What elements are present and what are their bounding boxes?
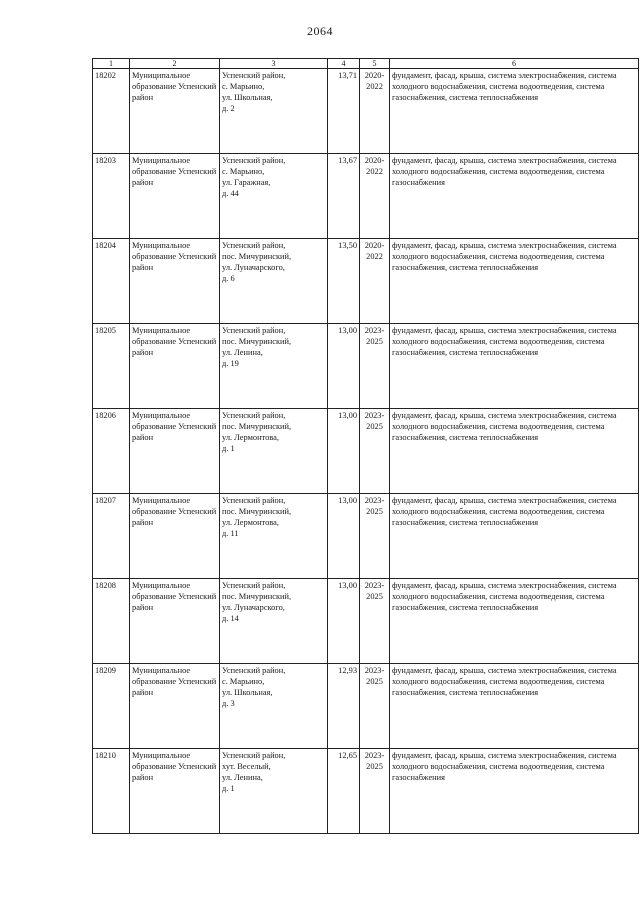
address-line: ул. Школьная, [222, 93, 273, 102]
column-header: 6 [390, 59, 639, 69]
table-row [93, 154, 639, 239]
area-cell: 13,00 [328, 494, 360, 579]
page-number: 2064 [307, 24, 333, 38]
works-text: фундамент, фасад, крыша, система электроснабжения, система холодного водоснабжения, система водоотведения, система газоснабжения, система теплоснабжения [392, 326, 617, 357]
address-line: пос. Мичуринский, [222, 422, 292, 431]
address-cell [220, 409, 328, 494]
owner-cell: Муниципальное образование Успенский район [130, 324, 220, 409]
works-text: фундамент, фасад, крыша, система электроснабжения, система холодного водоснабжения, система водоотведения, система газоснабжения, система теплоснабжения [392, 581, 617, 612]
owner-cell: Муниципальное образование Успенский район [130, 239, 220, 324]
owner-cell: Муниципальное образование Успенский район [130, 494, 220, 579]
area-cell: 12,93 [328, 664, 360, 749]
period-cell: 2023-2025 [360, 664, 390, 749]
address-cell [220, 749, 328, 834]
address-line: ул. Луначарского, [222, 603, 285, 612]
address-line: д. 11 [222, 529, 239, 538]
address-line: Успенский район, [222, 326, 286, 335]
period-cell: 2023-2025 [360, 579, 390, 664]
row-number: 18202 [93, 69, 130, 154]
address-line: пос. Мичуринский, [222, 507, 292, 516]
period-cell: 2020-2022 [360, 69, 390, 154]
address-line: Успенский район, [222, 751, 286, 760]
address-line: пос. Мичуринский, [222, 337, 292, 346]
address-line: ул. Луначарского, [222, 263, 285, 272]
address-line: с. Марьино, [222, 167, 265, 176]
registry-table [92, 58, 639, 834]
column-header: 5 [360, 59, 390, 69]
works-cell [390, 239, 639, 324]
address-line: пос. Мичуринский, [222, 252, 292, 261]
table-row [93, 409, 639, 494]
address-line: д. 19 [222, 359, 239, 368]
row-number: 18208 [93, 579, 130, 664]
works-cell [390, 749, 639, 834]
address-line: ул. Школьная, [222, 688, 273, 697]
address-line: хут. Веселый, [222, 762, 271, 771]
address-cell [220, 154, 328, 239]
address-line: с. Марьино, [222, 677, 265, 686]
works-cell [390, 664, 639, 749]
address-line: д. 14 [222, 614, 239, 623]
address-line: Успенский район, [222, 241, 286, 250]
address-line: ул. Ленина, [222, 348, 263, 357]
address-line: д. 44 [222, 189, 239, 198]
column-header: 4 [328, 59, 360, 69]
address-line: ул. Лермонтова, [222, 433, 279, 442]
area-cell: 13,00 [328, 579, 360, 664]
address-cell [220, 69, 328, 154]
owner-cell: Муниципальное образование Успенский район [130, 749, 220, 834]
table-row [93, 494, 639, 579]
owner-cell: Муниципальное образование Успенский район [130, 664, 220, 749]
row-number: 18207 [93, 494, 130, 579]
row-number: 18210 [93, 749, 130, 834]
header-row [93, 59, 639, 69]
address-line: Успенский район, [222, 581, 286, 590]
address-line: д. 3 [222, 699, 235, 708]
column-header: 3 [220, 59, 328, 69]
works-text: фундамент, фасад, крыша, система электроснабжения, система холодного водоснабжения, система водоотведения, система газоснабжения, система теплоснабжения [392, 71, 617, 102]
owner-cell: Муниципальное образование Успенский район [130, 579, 220, 664]
row-number: 18206 [93, 409, 130, 494]
address-line: пос. Мичуринский, [222, 592, 292, 601]
address-line: ул. Лермонтова, [222, 518, 279, 527]
period-cell: 2020-2022 [360, 154, 390, 239]
address-line: Успенский район, [222, 71, 286, 80]
works-text: фундамент, фасад, крыша, система электроснабжения, система холодного водоснабжения, система водоотведения, система газоснабжения [392, 751, 617, 782]
works-text: фундамент, фасад, крыша, система электроснабжения, система холодного водоснабжения, система водоотведения, система газоснабжения, система теплоснабжения [392, 241, 617, 272]
row-number: 18203 [93, 154, 130, 239]
period-cell: 2023-2025 [360, 494, 390, 579]
address-line: д. 1 [222, 444, 235, 453]
owner-cell: Муниципальное образование Успенский район [130, 409, 220, 494]
works-text: фундамент, фасад, крыша, система электроснабжения, система холодного водоснабжения, система водоотведения, система газоснабжения, система теплоснабжения [392, 411, 617, 442]
address-line: д. 2 [222, 104, 235, 113]
column-header: 1 [93, 59, 130, 69]
table-row [93, 239, 639, 324]
address-line: д. 6 [222, 274, 235, 283]
address-cell [220, 239, 328, 324]
table-row [93, 324, 639, 409]
address-line: ул. Гаражная, [222, 178, 271, 187]
owner-cell: Муниципальное образование Успенский район [130, 154, 220, 239]
period-cell: 2023-2025 [360, 409, 390, 494]
address-line: с. Марьино, [222, 82, 265, 91]
table-row [93, 579, 639, 664]
owner-cell: Муниципальное образование Успенский район [130, 69, 220, 154]
table-row [93, 749, 639, 834]
works-cell [390, 69, 639, 154]
address-line: Успенский район, [222, 411, 286, 420]
area-cell: 13,00 [328, 324, 360, 409]
address-line: ул. Ленина, [222, 773, 263, 782]
area-cell: 13,67 [328, 154, 360, 239]
works-cell [390, 579, 639, 664]
address-cell [220, 579, 328, 664]
address-line: Успенский район, [222, 156, 286, 165]
table-row [93, 69, 639, 154]
address-line: д. 1 [222, 784, 235, 793]
address-line: Успенский район, [222, 666, 286, 675]
period-cell: 2023-2025 [360, 324, 390, 409]
area-cell: 13,00 [328, 409, 360, 494]
period-cell: 2020-2022 [360, 239, 390, 324]
works-text: фундамент, фасад, крыша, система электроснабжения, система холодного водоснабжения, система водоотведения, система газоснабжения, система теплоснабжения [392, 496, 617, 527]
works-cell [390, 409, 639, 494]
area-cell: 13,50 [328, 239, 360, 324]
row-number: 18204 [93, 239, 130, 324]
works-cell [390, 324, 639, 409]
row-number: 18209 [93, 664, 130, 749]
works-text: фундамент, фасад, крыша, система электроснабжения, система холодного водоснабжения, система водоотведения, система газоснабжения [392, 156, 617, 187]
address-line: Успенский район, [222, 496, 286, 505]
works-cell [390, 154, 639, 239]
address-cell [220, 324, 328, 409]
table-row [93, 664, 639, 749]
address-cell [220, 494, 328, 579]
address-cell [220, 664, 328, 749]
works-cell [390, 494, 639, 579]
works-text: фундамент, фасад, крыша, система электроснабжения, система холодного водоснабжения, система водоотведения, система газоснабжения, система теплоснабжения [392, 666, 617, 697]
column-header: 2 [130, 59, 220, 69]
row-number: 18205 [93, 324, 130, 409]
area-cell: 12,65 [328, 749, 360, 834]
period-cell: 2023-2025 [360, 749, 390, 834]
area-cell: 13,71 [328, 69, 360, 154]
